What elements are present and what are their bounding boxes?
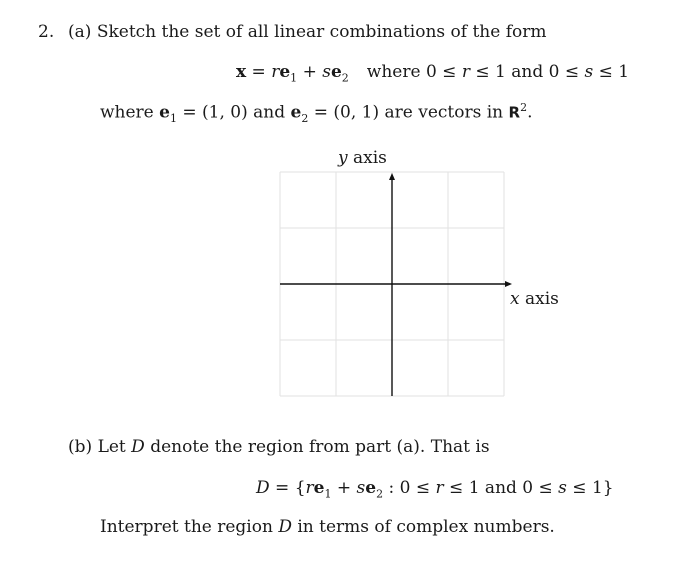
- where-word: where: [100, 102, 160, 123]
- where-v2: = (0, 1) are vectors in: [308, 102, 509, 123]
- where-v1: = (1, 0) and: [176, 102, 291, 123]
- part-b-D: D: [131, 437, 145, 457]
- eq-equals: =: [246, 62, 272, 82]
- problem-number: 2.: [38, 22, 55, 42]
- set-r2: r: [435, 478, 444, 498]
- set-e1: e: [313, 478, 325, 498]
- set-s: s: [356, 478, 366, 498]
- eq-plus: +: [297, 62, 323, 82]
- interpret-post: in terms of complex numbers.: [291, 517, 555, 537]
- set-cond2: ≤ 1 and 0 ≤: [443, 478, 559, 498]
- x-axis-var: x: [510, 289, 520, 309]
- eq-tail: ≤ 1: [593, 62, 630, 82]
- eq-e1: e: [279, 62, 291, 82]
- eq-s: s: [322, 62, 331, 82]
- where-sup: 2: [520, 101, 528, 114]
- x-axis-word: axis: [519, 289, 559, 309]
- y-axis-var: y: [338, 148, 348, 168]
- where-e1: e: [159, 102, 170, 123]
- part-b-post: denote the region from part (a). That is: [144, 437, 490, 457]
- part-b-header: [68, 437, 490, 457]
- set-close: ≤ 1}: [566, 478, 614, 498]
- set-sub1: 1: [324, 487, 332, 501]
- set-s2: s: [558, 478, 567, 498]
- set-e2: e: [365, 478, 377, 498]
- set-cond1: : 0 ≤: [383, 478, 436, 498]
- part-b-pre: Let: [97, 437, 132, 457]
- eq-sub2: 2: [341, 71, 349, 85]
- region-set-definition: [256, 478, 614, 500]
- part-a-instruction: Sketch the set of all linear combinations of the form: [96, 22, 547, 42]
- where-sub1: 1: [169, 112, 177, 126]
- part-a-label: (a): [68, 22, 92, 42]
- where-end: .: [527, 102, 533, 123]
- y-axis-arrowhead: [389, 173, 395, 180]
- where-sub2: 2: [301, 112, 309, 126]
- where-e2: e: [290, 102, 302, 123]
- y-axis-word: axis: [347, 148, 387, 168]
- set-r: r: [305, 478, 314, 498]
- eq-r: r: [271, 62, 280, 82]
- set-sub2: 2: [376, 487, 384, 501]
- eq-s2: s: [584, 62, 594, 82]
- where-R: R: [508, 103, 521, 122]
- eq-x: x: [236, 62, 247, 82]
- eq-mid: ≤ 1 and 0 ≤: [469, 62, 585, 82]
- set-open: = {: [269, 478, 306, 498]
- eq-sub1: 1: [290, 71, 298, 85]
- eq-where: where 0 ≤: [366, 62, 462, 82]
- eq-r2: r: [461, 62, 470, 82]
- set-plus: +: [331, 478, 357, 498]
- eq-e2: e: [330, 62, 342, 82]
- interpret-pre: Interpret the region: [100, 517, 279, 537]
- interpret-D: D: [278, 517, 292, 537]
- part-b-label: (b): [68, 437, 93, 457]
- set-D: D: [256, 478, 270, 498]
- interpret-instruction: [100, 517, 555, 537]
- x-axis-arrowhead: [505, 281, 512, 287]
